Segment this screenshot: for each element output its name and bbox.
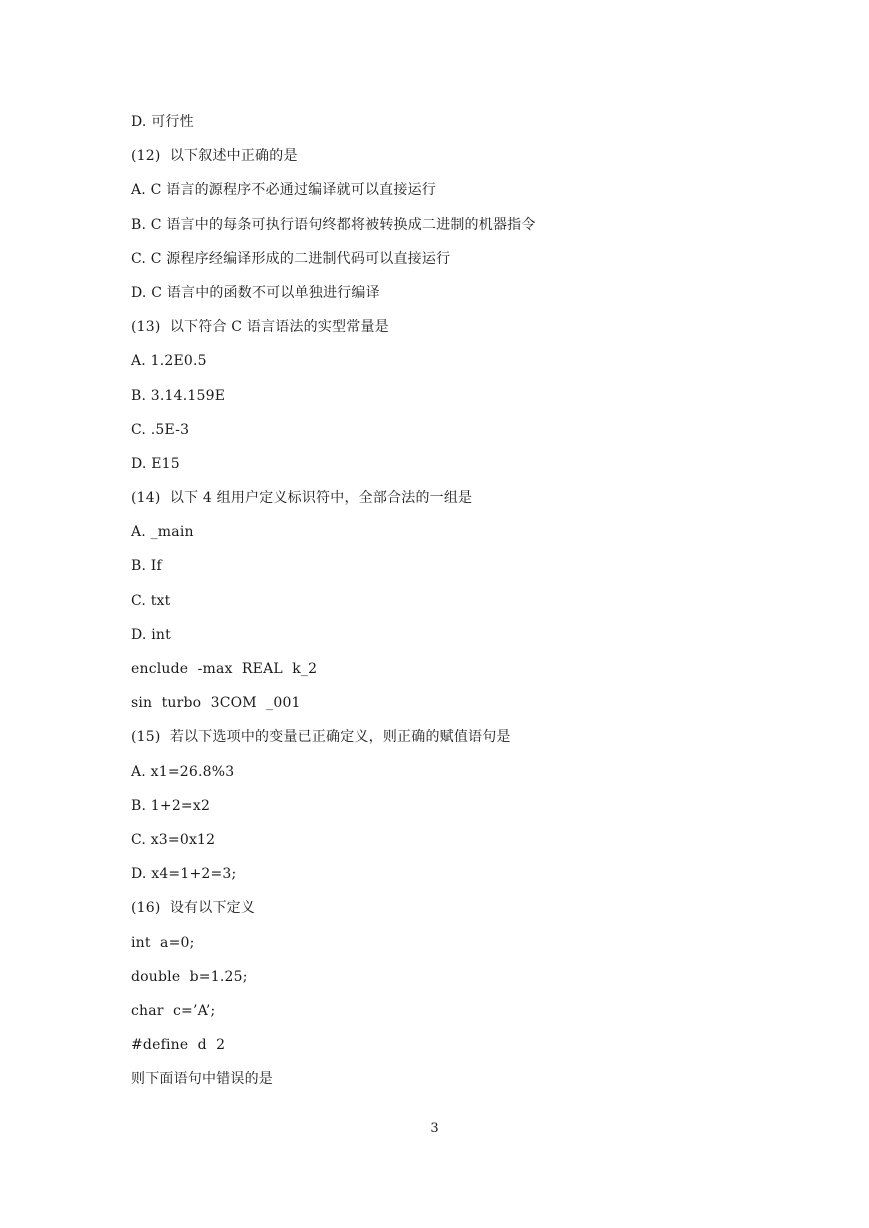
q14-option-d: D. int bbox=[131, 626, 171, 643]
q14-identifiers-row-1: enclude -max REAL k_2 bbox=[131, 661, 318, 677]
q12-option-a: A. C 语言的源程序不必通过编译就可以直接运行 bbox=[131, 182, 436, 199]
question-16: (16) 设有以下定义 bbox=[131, 900, 256, 917]
question-12: (12) 以下叙述中正确的是 bbox=[131, 148, 298, 165]
q15-option-d: D. x4=1+2=3; bbox=[131, 866, 237, 883]
q16-code-define: #define d 2 bbox=[131, 1037, 226, 1054]
q13-option-c: C. .5E-3 bbox=[131, 421, 190, 438]
page-number: 3 bbox=[430, 1121, 439, 1136]
q12-option-c: C. C 源程序经编译形成的二进制代码可以直接运行 bbox=[131, 250, 451, 267]
question-14: (14) 以下 4 组用户定义标识符中，全部合法的一组是 bbox=[131, 490, 473, 507]
q14-option-c: C. txt bbox=[131, 592, 171, 609]
question-15: (15) 若以下选项中的变量已正确定义，则正确的赋值语句是 bbox=[131, 729, 511, 746]
page-content bbox=[131, 109, 751, 1100]
q14-identifiers-row-2: sin turbo 3COM _001 bbox=[131, 695, 301, 712]
q16-code-double: double b=1.25; bbox=[131, 968, 248, 985]
q16-prompt: 则下面语句中错误的是 bbox=[131, 1071, 273, 1088]
q15-option-b: B. 1+2=x2 bbox=[131, 797, 211, 814]
q12-option-b: B. C 语言中的每条可执行语句终都将被转换成二进制的机器指令 bbox=[131, 216, 536, 233]
q12-option-d: D. C 语言中的函数不可以单独进行编译 bbox=[131, 284, 380, 301]
q16-code-char: char c=’A’; bbox=[131, 1002, 216, 1019]
q13-option-a: A. 1.2E0.5 bbox=[131, 353, 207, 370]
q13-option-d: D. E15 bbox=[131, 455, 180, 472]
q15-option-c: C. x3=0x12 bbox=[131, 831, 216, 848]
q13-option-b: B. 3.14.159E bbox=[131, 387, 226, 404]
question-13: (13) 以下符合 C 语言语法的实型常量是 bbox=[131, 319, 389, 336]
q14-option-b: B. If bbox=[131, 558, 162, 575]
q15-option-a: A. x1=26.8%3 bbox=[131, 763, 235, 780]
q16-code-int: int a=0; bbox=[131, 934, 195, 951]
option-d-line: D. 可行性 bbox=[131, 114, 194, 130]
q14-option-a: A. _main bbox=[131, 524, 194, 541]
